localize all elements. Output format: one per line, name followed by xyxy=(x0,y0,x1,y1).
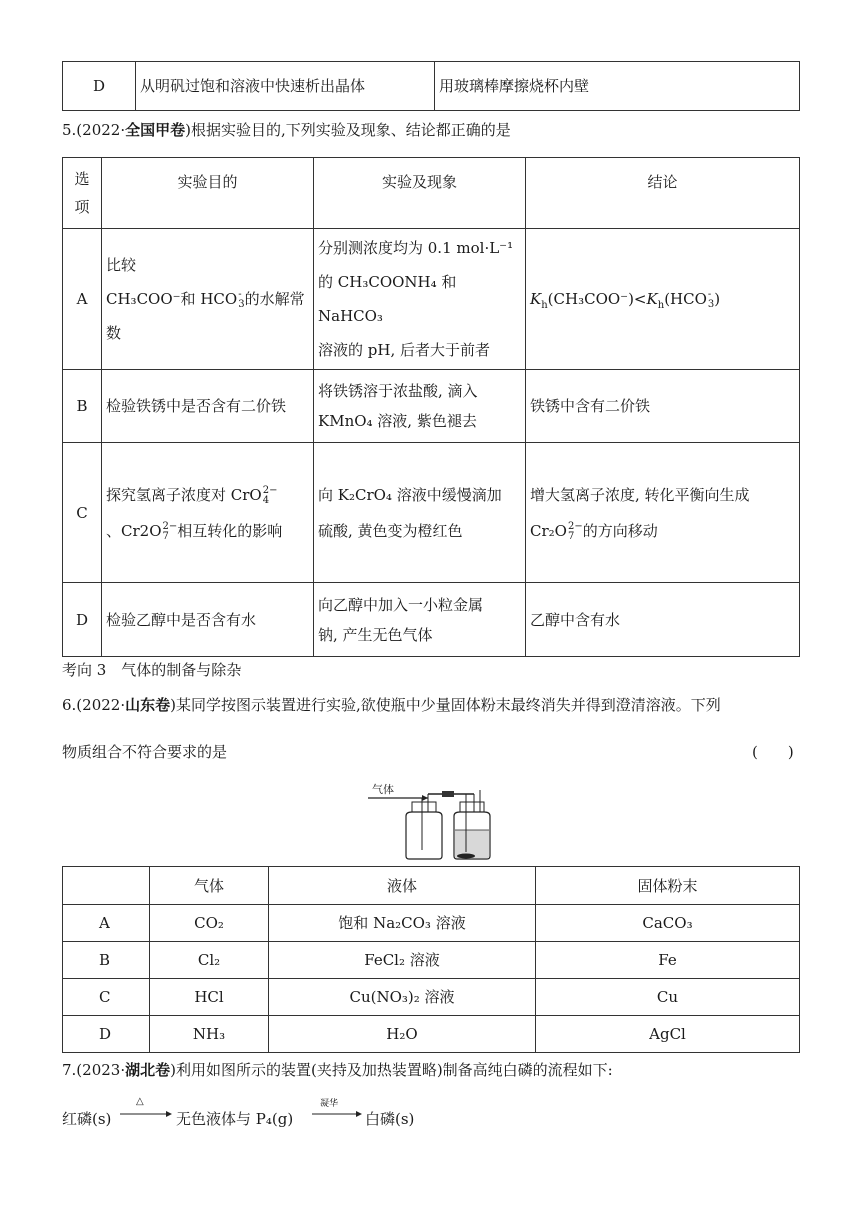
table-row: C HCl Cu(NO₃)₂ 溶液 Cu xyxy=(63,979,800,1016)
heat-symbol: △ xyxy=(136,1096,144,1107)
table-row xyxy=(63,370,800,443)
conclusion-cell: 增大氢离子浓度, 转化平衡向生成 Cr₂O 2− 7 的方向移动 xyxy=(526,443,800,583)
header-solid: 固体粉末 xyxy=(536,867,800,905)
table-row xyxy=(63,583,800,657)
q6-source: 山东卷 xyxy=(125,696,171,714)
purpose-cell: 探究氢离子浓度对 CrO 2− 4 、Cr2O 2− 7 相互转化的影响 xyxy=(102,443,314,583)
phenomenon-cell: 向乙醇中加入一小粒金属 钠, 产生无色气体 xyxy=(314,583,526,657)
header-liquid: 液体 xyxy=(269,867,536,905)
answer-bracket: ( ) xyxy=(752,743,794,761)
flow-step-1: 红磷(s) xyxy=(62,1110,112,1128)
header-blank xyxy=(63,867,150,905)
purpose-cell: 检验乙醇中是否含有水 xyxy=(102,583,314,657)
q5-stem: 5.(2022·全国甲卷)根据实验目的,下列实验及现象、结论都正确的是 xyxy=(62,121,511,139)
phenomenon-cell: 向 K₂CrO₄ 溶液中缓慢滴加 硫酸, 黄色变为橙红色 xyxy=(314,443,526,583)
table-row xyxy=(63,62,800,111)
q6-stem-line-2: 物质组合不符合要求的是 xyxy=(62,743,228,761)
arrow-right-icon xyxy=(120,1110,174,1118)
conclusion-cell: 铁锈中含有二价铁 xyxy=(526,370,800,443)
header-gas: 气体 xyxy=(150,867,269,905)
sublimation-label: 凝华 xyxy=(320,1099,339,1109)
table-row: A CO₂ 饱和 Na₂CO₃ 溶液 CaCO₃ xyxy=(63,905,800,942)
table-row xyxy=(63,229,800,370)
charge-fraction: - 3 xyxy=(238,289,245,310)
q5-source: 全国甲卷 xyxy=(125,121,186,139)
purpose-cell: 比较 CH₃COO⁻和 HCO - 3 的水解常 数 xyxy=(102,229,314,370)
method-cell: 用玻璃棒摩擦烧杯内壁 xyxy=(435,62,800,111)
header-phenomenon: 实验及现象 xyxy=(314,158,526,229)
option-cell: D xyxy=(63,583,102,657)
section-heading: 考向 3 气体的制备与除杂 xyxy=(62,661,242,679)
flow-step-3: 白磷(s) xyxy=(365,1110,415,1128)
header-option: 选 项 xyxy=(63,158,102,229)
figure-gas-label: 气体 xyxy=(372,784,394,796)
flow-step-2: 无色液体与 P₄(g) xyxy=(176,1110,294,1128)
top-table xyxy=(62,61,800,111)
q6-table xyxy=(62,866,800,1053)
table-row: D NH₃ H₂O AgCl xyxy=(63,1016,800,1053)
option-cell: C xyxy=(63,443,102,583)
sublimation-arrow xyxy=(312,1096,364,1126)
q5-table xyxy=(62,157,800,657)
option-cell: B xyxy=(63,370,102,443)
purpose-cell: 检验铁锈中是否含有二价铁 xyxy=(102,370,314,443)
arrow-right-icon xyxy=(312,1110,364,1118)
header-purpose: 实验目的 xyxy=(102,158,314,229)
phenomenon-cell: 将铁锈溶于浓盐酸, 滴入 KMnO₄ 溶液, 紫色褪去 xyxy=(314,370,526,443)
phenomenon-cell: 分别测浓度均为 0.1 mol·L⁻¹ 的 CH₃COONH₄ 和 NaHCO₃ 溶液的 pH, 后者大于前者 xyxy=(314,229,526,370)
table-row xyxy=(63,443,800,583)
conclusion-cell: $K_h(CH_3COO^-)<K_h(HCO$ - 3 ) xyxy=(526,229,800,370)
q6-stem: 6.(2022·山东卷)某同学按图示装置进行实验,欲使瓶中少量固体粉末最终消失并得到澄清溶液。下列 xyxy=(62,696,721,714)
table-header-row xyxy=(63,158,800,229)
table-header-row xyxy=(63,867,800,905)
gas-apparatus-figure xyxy=(366,780,502,862)
table-row: B Cl₂ FeCl₂ 溶液 Fe xyxy=(63,942,800,979)
heat-arrow xyxy=(120,1096,174,1126)
q7-stem: 7.(2023·湖北卷)利用如图所示的装置(夹持及加热装置略)制备高纯白磷的流程如下: xyxy=(62,1061,613,1079)
option-cell: A xyxy=(63,229,102,370)
q7-source: 湖北卷 xyxy=(125,1061,171,1079)
conclusion-cell: 乙醇中含有水 xyxy=(526,583,800,657)
header-conclusion: 结论 xyxy=(526,158,800,229)
purpose-cell: 从明矾过饱和溶液中快速析出晶体 xyxy=(136,62,435,111)
option-cell: D xyxy=(63,62,136,111)
